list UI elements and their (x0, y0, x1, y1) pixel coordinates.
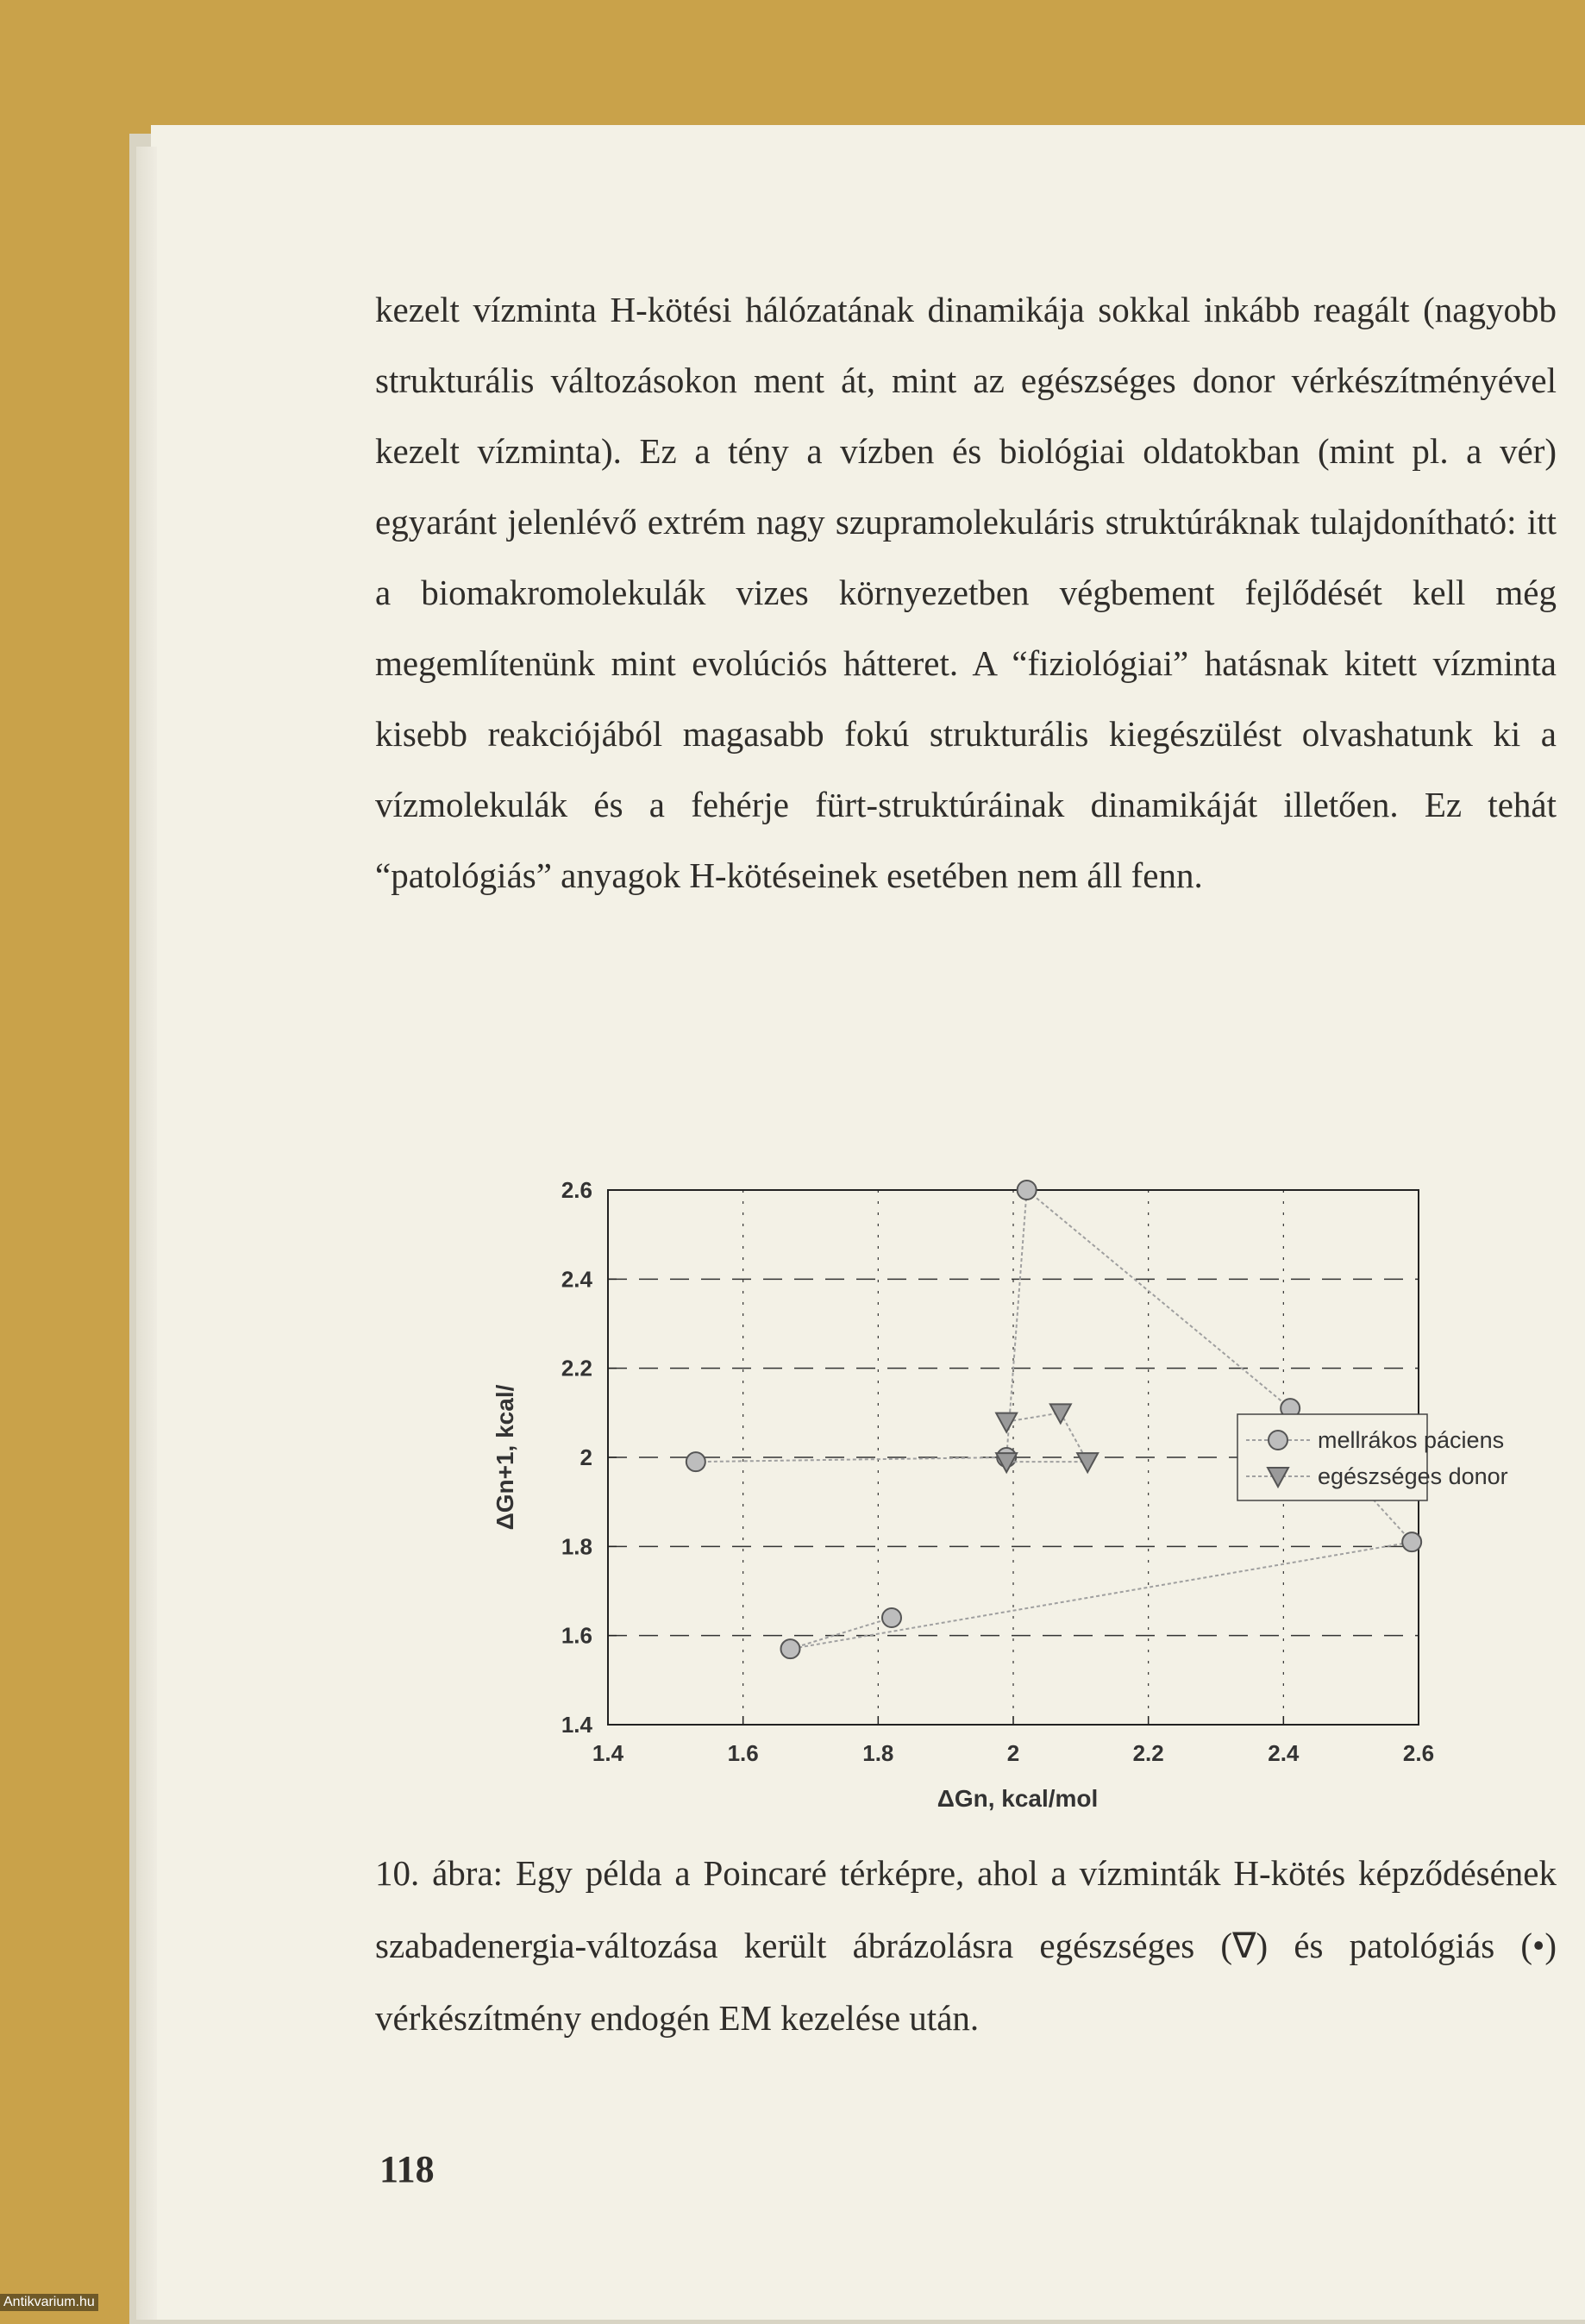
y-tick-label: 1.8 (561, 1533, 592, 1560)
x-tick-label: 1.6 (727, 1740, 759, 1766)
chart-legend (1237, 1414, 1508, 1500)
poincare-figure (483, 1156, 1569, 1828)
circle-marker (1402, 1532, 1421, 1551)
poincare-chart (483, 1156, 1569, 1828)
watermark: Antikvarium.hu (0, 2294, 98, 2311)
y-tick-label: 2.6 (561, 1177, 592, 1203)
y-tick-label: 2.4 (561, 1266, 592, 1293)
circle-marker (686, 1452, 705, 1471)
y-axis-label: ΔGn+1, kcal/ (492, 1384, 518, 1531)
x-tick-label: 1.4 (592, 1740, 624, 1766)
page-edge (136, 147, 157, 2320)
page-number: 118 (379, 2148, 435, 2190)
x-tick-label: 1.8 (862, 1740, 894, 1766)
body-paragraph: kezelt vízminta H-kötési hálózatának dinamikája sokkal inkább reagált (nagyobb strukturális változásokon ment át, mint az egészséges donor vérkészítményével kezelt vízminta). Ez a tény a vízben és biológiai oldatokban (mint pl. a vér) egyaránt jelenlévő extrém nagy szupramolekuláris struktúráknak tulajdonítható: itt a biomakromolekulák vizes környezetben végbement fejlődését kell még megemlítenünk mint evolúciós hátteret. A “fiziológiai” hatásnak kitett vízminta kisebb reakciójából magasabb fokú strukturális kiegészülést olvashatunk ki a vízmolekulák és a fehérje fürt-struktúráinak dinamikáját illetően. Ez tehát “patológiás” anyagok H-kötéseinek esetében nem áll fenn. (375, 290, 1557, 895)
figure-caption: 10. ábra: Egy példa a Poincaré térképre, ahol a vízminták H-kötés képződésének szabadenergia-változása került ábrázolásra egészséges (∇) és patológiás (•) vérkészítmény endogén EM kezelése után. (375, 1853, 1557, 2038)
x-tick-label: 2.2 (1132, 1740, 1164, 1766)
triangle-marker (996, 1413, 1017, 1432)
series-group (996, 1404, 1098, 1472)
x-tick-label: 2 (1006, 1740, 1020, 1766)
circle-marker (882, 1608, 901, 1627)
y-tick-label: 1.6 (561, 1622, 592, 1649)
circle-marker (1269, 1431, 1287, 1450)
y-tick-label: 2.2 (561, 1355, 592, 1381)
x-tick-label: 2.4 (1268, 1740, 1300, 1766)
x-axis-label: ΔGn, kcal/mol (937, 1785, 1099, 1812)
x-ticks (592, 1716, 1434, 1766)
x-tick-label: 2.6 (1402, 1740, 1435, 1766)
series-line (1006, 1413, 1087, 1462)
legend-label: mellrákos páciens (1318, 1427, 1505, 1453)
body-text (375, 274, 1557, 911)
triangle-marker (1050, 1404, 1071, 1423)
circle-marker (1018, 1181, 1037, 1200)
circle-marker (781, 1639, 800, 1658)
y-tick-label: 2 (579, 1444, 592, 1470)
y-tick-label: 1.4 (561, 1712, 592, 1738)
legend-label: egészséges donor (1318, 1463, 1508, 1489)
